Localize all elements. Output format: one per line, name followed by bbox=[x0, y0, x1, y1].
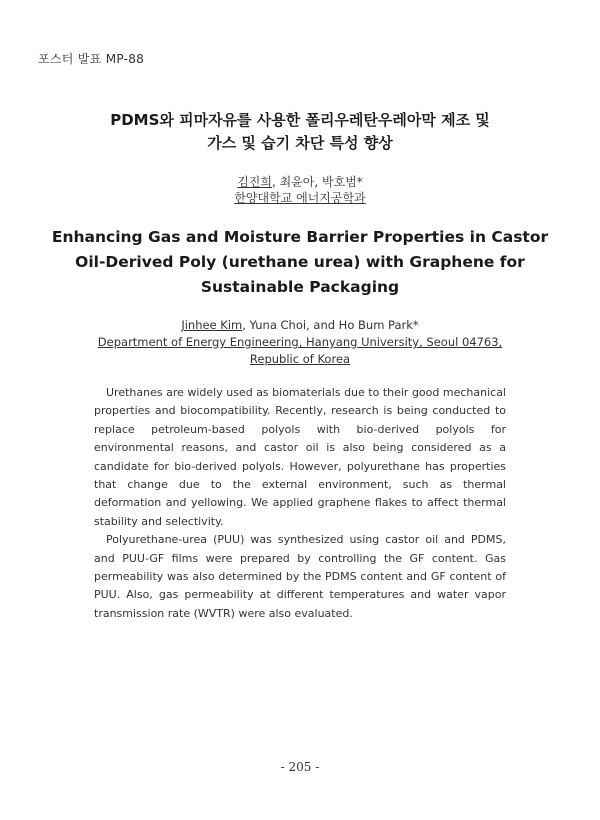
english-title-line-3: Sustainable Packaging bbox=[200, 278, 400, 296]
korean-author-block bbox=[0, 174, 600, 206]
korean-title-line-1: PDMS와 피마자유를 사용한 폴리우레탄우레아막 제조 및 bbox=[110, 111, 490, 129]
abstract-paragraph-2: Polyurethane-urea (PUU) was synthesized using castor oil and PDMS, and PUU-GF films were prepared by controlling the GF content. Gas permeability was also determined by the PDMS content and GF content of PUU. Also, gas permeability at different temperatures and water vapor transmission rate (WVTR) were also evaluated. bbox=[94, 533, 506, 620]
abstract-paragraph-1: Urethanes are widely used as biomaterials due to their good mechanical properties and biocompatibility. Recently, research is being conducted to replace petroleum-based polyols with bio-derived polyols for environmental reasons, and castor oil is also being considered as a candidate for bio-derived polyols. However, polyurethane has properties that change due to the external environment, such as thermal deformation and yellowing. We applied graphene flakes to affect thermal stability and selectivity. bbox=[94, 386, 506, 528]
english-author-block bbox=[0, 317, 600, 368]
presenting-author-en: Jinhee Kim bbox=[181, 318, 243, 332]
english-title-line-2: Oil-Derived Poly (urethane urea) with Graphene for bbox=[75, 253, 525, 271]
korean-title bbox=[0, 109, 600, 155]
english-affiliation-line-2: Republic of Korea bbox=[249, 352, 351, 366]
korean-affiliation: 한양대학교 에너지공학과 bbox=[234, 191, 366, 205]
coauthors-en: , Yuna Choi, and Ho Bum Park* bbox=[242, 318, 419, 332]
korean-title-line-2: 가스 및 습기 차단 특성 향상 bbox=[207, 134, 393, 152]
page-number: - 205 - bbox=[280, 760, 320, 774]
korean-authors bbox=[0, 174, 600, 190]
english-title bbox=[0, 225, 600, 300]
presenting-author-ko: 김진희 bbox=[237, 175, 272, 189]
english-authors bbox=[0, 317, 600, 334]
session-label: 포스터 발표 MP-88 bbox=[38, 52, 145, 66]
english-title-line-1: Enhancing Gas and Moisture Barrier Properties in Castor bbox=[51, 228, 549, 246]
coauthors-ko: , 최윤아, 박호범* bbox=[271, 175, 363, 189]
english-affiliation-line-1: Department of Energy Engineering, Hanyang University, Seoul 04763, bbox=[97, 335, 503, 349]
abstract-body bbox=[94, 384, 506, 623]
